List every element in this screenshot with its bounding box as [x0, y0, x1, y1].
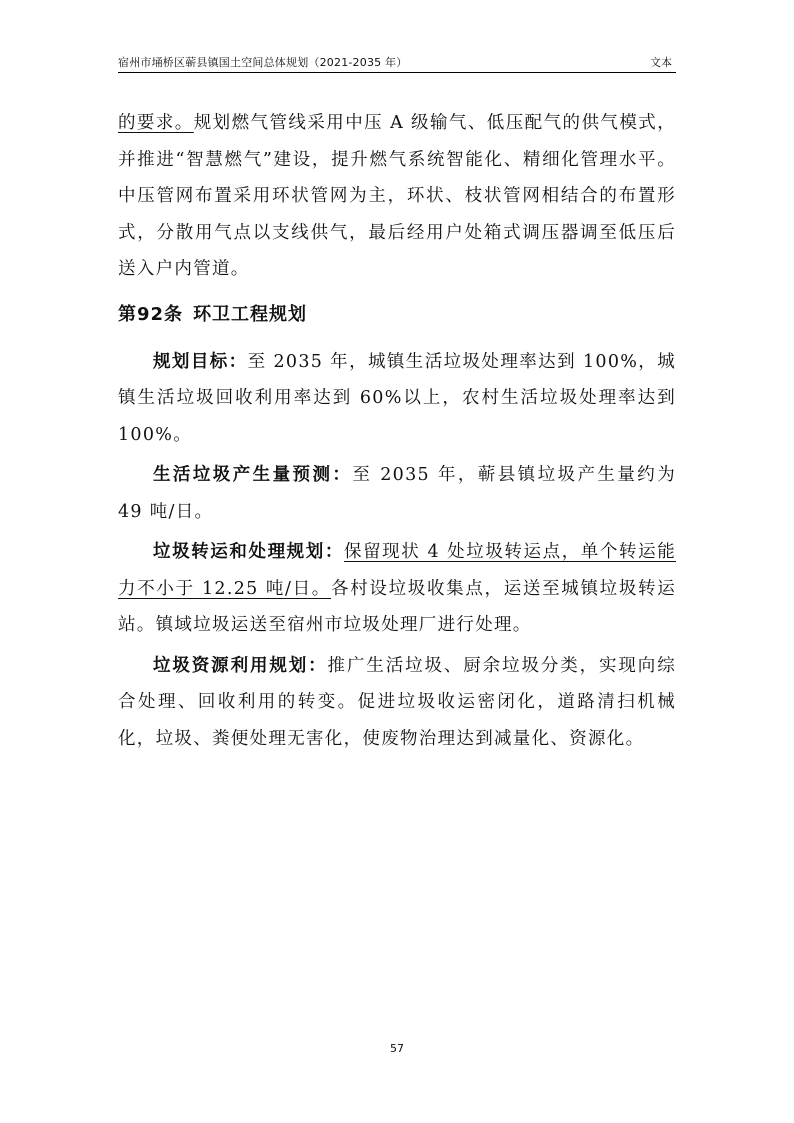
- paragraph-text: 推广生活垃圾、厨余垃圾分类，实现向综合处理、回收利用的转变。促进垃圾收运密闭化，道路清扫机械化，垃圾、粪便处理无害化，使废物治理达到减量化、资源化。: [118, 655, 676, 749]
- document-title: 宿州市埇桥区蕲县镇国土空间总体规划（2021-2035 年）: [118, 56, 408, 69]
- paragraph-planning-goal: [118, 344, 676, 454]
- paragraph-label: 垃圾转运和处理规划：: [153, 542, 344, 562]
- intro-text: 规划燃气管线采用中压 A 级输气、低压配气的供气模式，并推进“智慧燃气”建设，提升燃气系统智能化、精细化管理水平。中压管网布置采用环状管网为主，环状、枝状管网相结合的布置形式，分散用气点以支线供气，最后经用户处箱式调压器调至低压后送入户内管道。: [118, 113, 676, 279]
- paragraph-transfer-plan: [118, 534, 676, 644]
- section-number: 第92条: [118, 303, 184, 325]
- paragraph-text: 至 2035 年，蕲县镇垃圾产生量约为 49 吨/日。: [118, 465, 676, 522]
- paragraph-waste-forecast: [118, 457, 676, 530]
- page-body: [118, 105, 676, 757]
- paragraph-text: 至 2035 年，城镇生活垃圾处理率达到 100%，城镇生活垃圾回收利用率达到 60%以上，农村生活垃圾处理率达到 100%。: [118, 351, 677, 445]
- page-number: 57: [390, 1042, 404, 1055]
- paragraph-resource-plan: [118, 648, 676, 758]
- intro-underlined-text: 的要求。: [118, 113, 194, 133]
- intro-paragraph: [118, 105, 676, 288]
- section-heading: [118, 297, 676, 333]
- paragraph-label: 垃圾资源利用规划：: [153, 655, 328, 676]
- paragraph-underlined-text: 保留现状 4 处垃圾转运点，单个转运能力不小于 12.25 吨/日。: [118, 542, 676, 599]
- section-title: 环卫工程规划: [193, 303, 308, 325]
- paragraph-label: 规划目标：: [153, 351, 248, 372]
- page-header: [118, 52, 676, 73]
- paragraph-text: 各村设垃圾收集点，运送至城镇垃圾转运站。镇域垃圾运送至宿州市垃圾处理厂进行处理。: [118, 578, 676, 635]
- document-type-label: 文本: [650, 56, 672, 69]
- paragraph-label: 生活垃圾产生量预测：: [153, 465, 353, 485]
